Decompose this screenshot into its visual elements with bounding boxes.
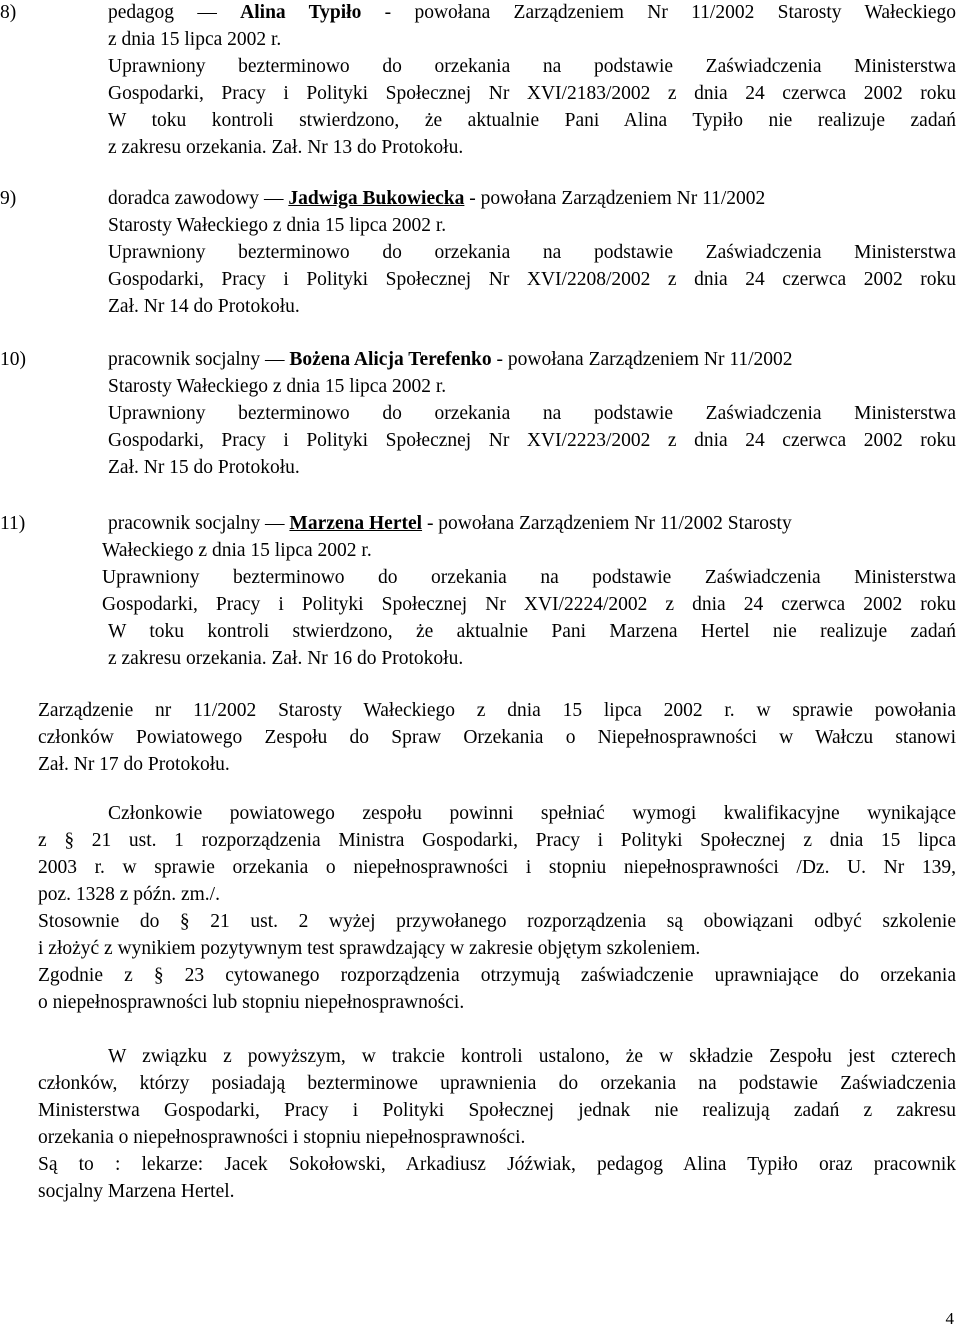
item-line: Starosty Wałeckiego z dnia 15 lipca 2002 r. bbox=[108, 376, 447, 397]
paragraph-line: członków Powiatowego Zespołu do Spraw Orzekania o Niepełnosprawności w Wałczu stanowi bbox=[38, 727, 956, 748]
paragraph-line: członków, którzy posiadają bezterminowe uprawnienia do orzekania na podstawie Zaświadczenia bbox=[38, 1073, 956, 1094]
item-heading: pracownik socjalny — Marzena Hertel - powołana Zarządzeniem Nr 11/2002 Starosty bbox=[108, 513, 792, 534]
paragraph-line: Zgodnie z § 23 cytowanego rozporządzenia otrzymują zaświadczenie uprawniające do orzekania bbox=[38, 965, 956, 986]
person-name: Jadwiga Bukowiecka bbox=[288, 188, 465, 209]
item-line: Starosty Wałeckiego z dnia 15 lipca 2002 r. bbox=[108, 215, 447, 236]
item-heading: pedagog — Alina Typiło - powołana Zarządzeniem Nr 11/2002 Starosty Wałeckiego bbox=[108, 2, 957, 23]
paragraph-line: Są to : lekarze: Jacek Sokołowski, Arkadiusz Jóźwiak, pedagog Alina Typiło oraz pracownik bbox=[38, 1154, 956, 1175]
item-line: Zał. Nr 15 do Protokołu. bbox=[108, 457, 300, 478]
paragraph-line: socjalny Marzena Hertel. bbox=[38, 1181, 235, 1202]
item-line: z zakresu orzekania. Zał. Nr 13 do Protokołu. bbox=[108, 137, 464, 158]
item-number: 10) bbox=[0, 349, 26, 370]
item-line: Uprawniony bezterminowo do orzekania na podstawie Zaświadczenia Ministerstwa bbox=[108, 242, 956, 263]
item-line: Wałeckiego z dnia 15 lipca 2002 r. bbox=[102, 540, 372, 561]
paragraph-line: Członkowie powiatowego zespołu powinni spełniać wymogi kwalifikacyjne wynikające bbox=[108, 803, 956, 824]
person-name: Alina Typiło bbox=[240, 2, 362, 23]
item-number: 9) bbox=[0, 188, 17, 209]
paragraph-line: poz. 1328 z późn. zm./. bbox=[38, 884, 220, 905]
item-line: Uprawniony bezterminowo do orzekania na podstawie Zaświadczenia Ministerstwa bbox=[102, 567, 956, 588]
item-number: 8) bbox=[0, 2, 17, 23]
item-line: Zał. Nr 14 do Protokołu. bbox=[108, 296, 300, 317]
item-line: Gospodarki, Pracy i Polityki Społecznej Nr XVI/2224/2002 z dnia 24 czerwca 2002 roku bbox=[102, 594, 956, 615]
paragraph-line: W związku z powyższym, w trakcie kontroli ustalono, że w składzie Zespołu jest czterech bbox=[108, 1046, 956, 1067]
item-line: Gospodarki, Pracy i Polityki Społecznej Nr XVI/2208/2002 z dnia 24 czerwca 2002 roku bbox=[108, 269, 956, 290]
item-heading: pracownik socjalny — Bożena Alicja Terefenko - powołana Zarządzeniem Nr 11/2002 bbox=[108, 349, 793, 370]
page-number: 4 bbox=[945, 1309, 954, 1328]
person-name: Marzena Hertel bbox=[289, 513, 423, 534]
item-line: W toku kontroli stwierdzono, że aktualnie Pani Alina Typiło nie realizuje zadań bbox=[108, 110, 956, 131]
item-line: Gospodarki, Pracy i Polityki Społecznej Nr XVI/2223/2002 z dnia 24 czerwca 2002 roku bbox=[108, 430, 956, 451]
paragraph-line: i złożyć z wynikiem pozytywnym test sprawdzający w zakresie objętym szkoleniem. bbox=[38, 938, 701, 959]
item-line: Uprawniony bezterminowo do orzekania na podstawie Zaświadczenia Ministerstwa bbox=[108, 403, 956, 424]
item-line: Uprawniony bezterminowo do orzekania na podstawie Zaświadczenia Ministerstwa bbox=[108, 56, 956, 77]
paragraph-line: Ministerstwa Gospodarki, Pracy i Polityki Społecznej jednak nie realizują zadań z zakresu bbox=[38, 1100, 956, 1121]
paragraph-line: 2003 r. w sprawie orzekania o niepełnosprawności i stopniu niepełnosprawności /Dz. U. Nr 139, bbox=[38, 857, 956, 878]
person-name: Bożena Alicja Terefenko bbox=[289, 349, 492, 370]
item-line: z zakresu orzekania. Zał. Nr 16 do Protokołu. bbox=[108, 648, 464, 669]
item-number: 11) bbox=[0, 513, 26, 534]
paragraph-line: Stosownie do § 21 ust. 2 wyżej przywołanego rozporządzenia są obowiązani odbyć szkolenie bbox=[38, 911, 956, 932]
item-line: W toku kontroli stwierdzono, że aktualnie Pani Marzena Hertel nie realizuje zadań bbox=[108, 621, 956, 642]
paragraph-line: o niepełnosprawności lub stopniu niepełnosprawności. bbox=[38, 992, 465, 1013]
paragraph-line: z § 21 ust. 1 rozporządzenia Ministra Gospodarki, Pracy i Polityki Społecznej z dnia 15 lipca bbox=[38, 830, 956, 851]
item-line: Gospodarki, Pracy i Polityki Społecznej Nr XVI/2183/2002 z dnia 24 czerwca 2002 roku bbox=[108, 83, 956, 104]
item-heading: doradca zawodowy — Jadwiga Bukowiecka - powołana Zarządzeniem Nr 11/2002 bbox=[108, 188, 766, 209]
paragraph-line: Zał. Nr 17 do Protokołu. bbox=[38, 754, 230, 775]
item-line: z dnia 15 lipca 2002 r. bbox=[108, 29, 282, 50]
paragraph-line: orzekania o niepełnosprawności i stopniu niepełnosprawności. bbox=[38, 1127, 526, 1148]
paragraph-line: Zarządzenie nr 11/2002 Starosty Wałeckiego z dnia 15 lipca 2002 r. w sprawie powołania bbox=[38, 700, 956, 721]
